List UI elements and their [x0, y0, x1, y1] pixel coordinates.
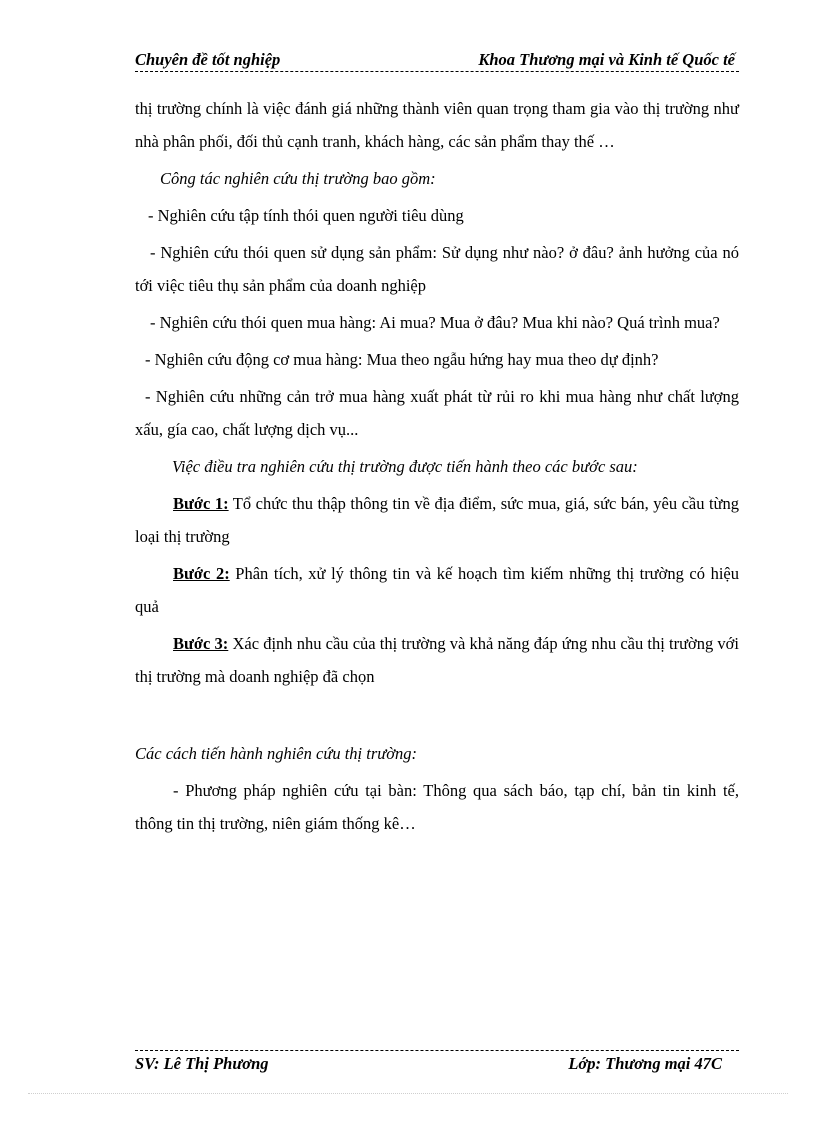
bullet-usage-habits: - Nghiên cứu thói quen sử dụng sản phẩm: Sử dụng như nào? ở đâu? ảnh hưởng của nó tới việc tiêu thụ sản phẩm của doanh nghiệp — [135, 243, 739, 295]
footer-student-name: SV: Lê Thị Phương — [135, 1054, 269, 1073]
step-3-text: Xác định nhu cầu của thị trường và khả năng đáp ứng nhu cầu thị trường với thị trường mà doanh nghiệp đã chọn — [135, 634, 739, 686]
step-2-label: Bước 2: — [173, 564, 230, 583]
footer-divider — [135, 1050, 739, 1051]
header-divider — [135, 71, 739, 72]
paragraph-research-scope: Công tác nghiên cứu thị trường bao gồm: — [160, 169, 436, 188]
step-1 — [135, 487, 739, 553]
header-left-title: Chuyên đề tốt nghiệp — [135, 50, 281, 69]
document-body — [135, 92, 739, 840]
footer-class-name: Lớp: Thương mại 47C — [568, 1054, 722, 1073]
paragraph-methods-heading: Các cách tiến hành nghiên cứu thị trường: — [135, 744, 418, 763]
step-1-label: Bước 1: — [173, 494, 229, 513]
step-3 — [135, 627, 739, 693]
step-2 — [135, 557, 739, 623]
page-bottom-border — [28, 1093, 788, 1094]
page-header — [135, 50, 739, 70]
bullet-purchase-barriers: - Nghiên cứu những cản trở mua hàng xuất phát từ rủi ro khi mua hàng như chất lượng xấu, gía cao, chất lượng dịch vụ... — [135, 387, 739, 439]
bullet-purchase-habits: - Nghiên cứu thói quen mua hàng: Ai mua? Mua ở đâu? Mua khi nào? Quá trình mua? — [150, 313, 720, 332]
bullet-desk-research: - Phương pháp nghiên cứu tại bàn: Thông qua sách báo, tạp chí, bản tin kinh tế, thông tin thị trường, niên giám thống kê… — [135, 781, 739, 833]
step-1-text: Tổ chức thu thập thông tin về địa điểm, sức mua, giá, sức bán, yêu cầu từng loại thị trường — [135, 494, 739, 546]
page-footer — [135, 1054, 739, 1076]
paragraph-intro: thị trường chính là việc đánh giá những thành viên quan trọng tham gia vào thị trường như nhà phân phối, đối thủ cạnh tranh, khách hàng, các sản phẩm thay thế … — [135, 99, 739, 151]
step-3-label: Bước 3: — [173, 634, 229, 653]
step-2-text: Phân tích, xử lý thông tin và kế hoạch tìm kiếm những thị trường có hiệu quả — [135, 564, 739, 616]
paragraph-steps-intro: Việc điều tra nghiên cứu thị trường được tiến hành theo các bước sau: — [172, 457, 638, 476]
bullet-purchase-motives: - Nghiên cứu động cơ mua hàng: Mua theo ngẫu hứng hay mua theo dự định? — [145, 350, 659, 369]
header-right-title: Khoa Thương mại và Kinh tế Quốc tế — [478, 50, 735, 69]
bullet-consumer-habits: - Nghiên cứu tập tính thói quen người tiêu dùng — [148, 206, 464, 225]
